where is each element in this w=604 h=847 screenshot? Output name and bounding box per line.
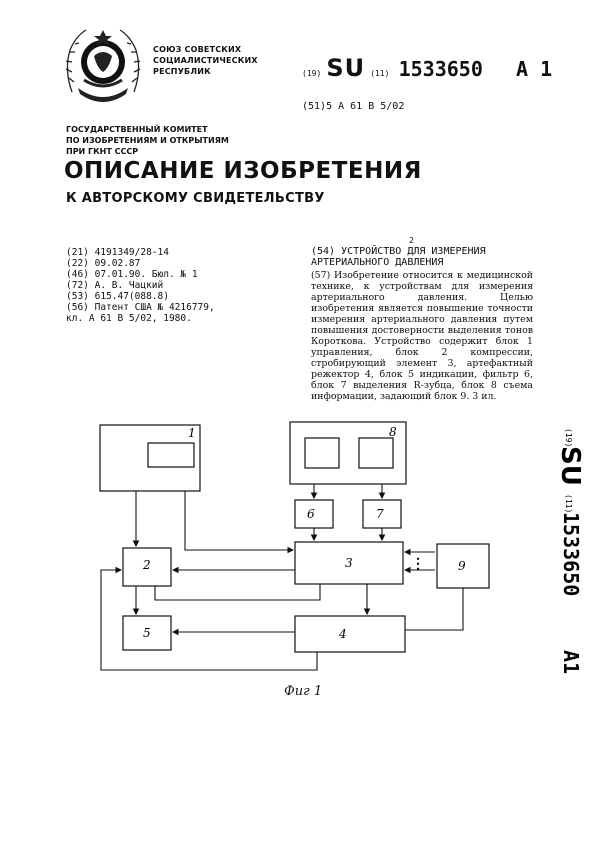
block-diagram bbox=[95, 420, 515, 700]
biblio-line: (46) 07.01.90. Бюл. № 1 bbox=[66, 269, 198, 280]
ussr-emblem bbox=[60, 22, 146, 108]
invention-title: (54) УСТРОЙСТВО ДЛЯ ИЗМЕРЕНИЯ АРТЕРИАЛЬНОГО ДАВЛЕНИЯ bbox=[311, 246, 486, 268]
su-label: SU bbox=[326, 54, 366, 82]
link-9-4 bbox=[405, 588, 463, 630]
patent-number: 1533650 bbox=[398, 57, 483, 81]
org-line-1: СОЮЗ СОВЕТСКИХ bbox=[153, 45, 242, 54]
side-number: 1533650 bbox=[559, 512, 583, 597]
side-su: SU bbox=[555, 446, 585, 486]
label-2: 2 bbox=[143, 558, 151, 572]
column-number: 2 bbox=[409, 236, 414, 245]
document-title: ОПИСАНИЕ ИЗОБРЕТЕНИЯ bbox=[64, 158, 422, 184]
side-kind: A1 bbox=[559, 650, 583, 675]
label-5: 5 bbox=[143, 626, 151, 640]
link-2-3-feedback bbox=[155, 584, 320, 600]
biblio-line: кл. А 61 В 5/02, 1980. bbox=[66, 313, 192, 324]
side-patent-stamp bbox=[536, 428, 585, 698]
committee-line-3: ПРИ ГКНТ СССР bbox=[66, 147, 139, 156]
biblio-line: (22) 09.02.87 bbox=[66, 258, 141, 269]
patent-number-header bbox=[302, 54, 552, 82]
block-8-inner-right bbox=[359, 438, 393, 468]
label-3: 3 bbox=[345, 556, 353, 570]
side-code-11: (11) bbox=[564, 494, 573, 514]
country-name bbox=[153, 44, 258, 77]
block-1 bbox=[100, 425, 200, 491]
biblio-line: (56) Патент США № 4216779, bbox=[66, 302, 215, 313]
state-committee bbox=[66, 124, 229, 157]
committee-line-1: ГОСУДАРСТВЕННЫЙ КОМИТЕТ bbox=[66, 125, 208, 134]
block-8-inner-left bbox=[305, 438, 339, 468]
figure-caption: Фиг 1 bbox=[284, 684, 323, 699]
bibliographic-data bbox=[66, 247, 215, 324]
biblio-line: (53) 615.47(088.8) bbox=[66, 291, 169, 302]
abstract-text: (57) Изобретение относится к медицинской технике, к устройствам для измерения артериального давления. Целью изобретения является повышение точности измерения артериального давления путем повышения достоверности выделения тонов Короткова. Устройство содержит блок 1 управления, блок 2 компрессии, стробирующий элемент 3, артефактный режектор 4, блок 5 индикации, фильтр 6, блок 7 выделения R-зубца, блок 8 съема информации, задающий блок 9. 3 ил. bbox=[311, 270, 533, 402]
biblio-line: (21) 4191349/28-14 bbox=[66, 247, 169, 258]
document-kind: A 1 bbox=[515, 57, 553, 81]
label-7: 7 bbox=[376, 507, 384, 521]
label-6: 6 bbox=[307, 507, 315, 521]
label-1: 1 bbox=[188, 426, 196, 440]
label-4: 4 bbox=[339, 627, 347, 641]
block-4 bbox=[295, 616, 405, 652]
org-line-2: СОЦИАЛИСТИЧЕСКИХ bbox=[153, 56, 258, 65]
label-9: 9 bbox=[458, 559, 466, 573]
code-11: (11) bbox=[370, 69, 390, 78]
link-4-2 bbox=[101, 570, 317, 670]
code-19: (19) bbox=[302, 69, 322, 78]
side-code-19: (19) bbox=[564, 428, 573, 448]
committee-line-2: ПО ИЗОБРЕТЕНИЯМ И ОТКРЫТИЯМ bbox=[66, 136, 229, 145]
block-1-inner bbox=[148, 443, 194, 467]
abstract bbox=[311, 270, 533, 402]
document-subtitle: К АВТОРСКОМУ СВИДЕТЕЛЬСТВУ bbox=[66, 191, 325, 206]
link-1-3 bbox=[185, 491, 293, 550]
parallel-dots: ⋮ bbox=[411, 556, 425, 572]
biblio-line: (72) А. В. Чацкий bbox=[66, 280, 164, 291]
org-line-3: РЕСПУБЛИК bbox=[153, 67, 211, 76]
ipc-classification: (51)5 А 61 В 5/02 bbox=[302, 101, 405, 112]
label-8: 8 bbox=[389, 425, 397, 439]
